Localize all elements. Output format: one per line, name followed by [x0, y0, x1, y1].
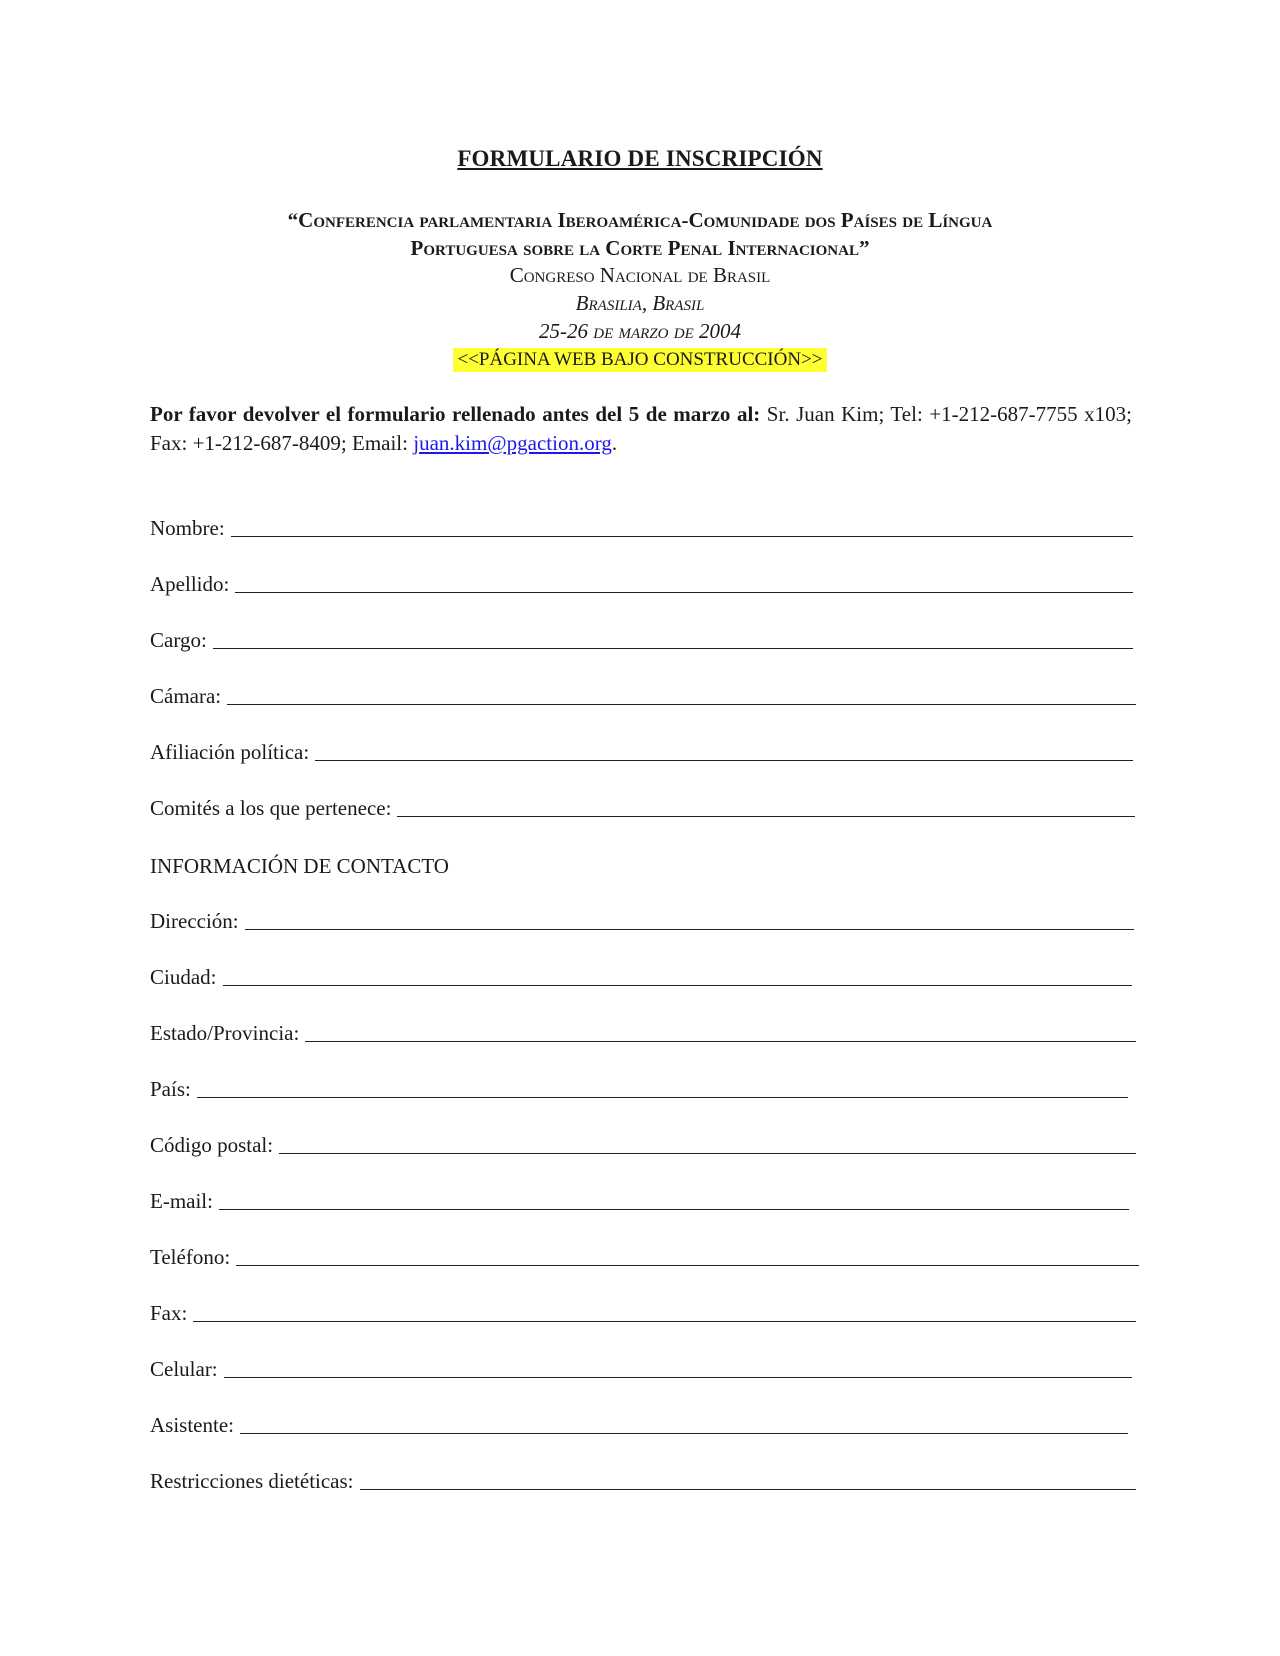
instructions-contact: Sr. Juan Kim; Tel: +1-212-687-7755 x103; Fax: +1-212-687-8409; Email:	[150, 402, 1132, 455]
nombre-input-line[interactable]	[231, 516, 1133, 537]
venue: Congreso Nacional de Brasil	[509, 263, 771, 287]
field-fax	[150, 1295, 1136, 1325]
conference-name	[150, 206, 1130, 262]
field-label: Fax:	[150, 1301, 188, 1325]
afiliacion-politica-input-line[interactable]	[315, 740, 1133, 761]
estado-provincia-input-line[interactable]	[305, 1021, 1136, 1042]
field-label: Celular:	[150, 1357, 218, 1381]
restricciones-dieteticas-input-line[interactable]	[360, 1469, 1136, 1490]
field-pais	[150, 1071, 1128, 1101]
codigo-postal-input-line[interactable]	[279, 1133, 1136, 1154]
field-cargo	[150, 622, 1133, 652]
contact-email-link[interactable]: juan.kim@pgaction.org	[413, 431, 612, 455]
field-label: Asistente:	[150, 1413, 234, 1437]
field-codigo-postal	[150, 1127, 1136, 1157]
field-restricciones-dieteticas	[150, 1463, 1136, 1493]
field-comites	[150, 790, 1135, 820]
field-label: Nombre:	[150, 516, 225, 540]
field-label: País:	[150, 1077, 191, 1101]
camara-input-line[interactable]	[227, 684, 1136, 705]
apellido-input-line[interactable]	[235, 572, 1133, 593]
event-dates: 25-26 de marzo de 2004	[539, 319, 741, 343]
form-title: FORMULARIO DE INSCRIPCIÓN	[457, 146, 823, 171]
ciudad-input-line[interactable]	[223, 965, 1133, 986]
conference-name-line1: “Conferencia parlamentaria Iberoamérica-Comunidade dos Países de Língua	[287, 208, 993, 232]
email-input-line[interactable]	[219, 1189, 1129, 1210]
field-label: Cargo:	[150, 628, 207, 652]
field-celular	[150, 1351, 1132, 1381]
instructions-deadline: Por favor devolver el formulario rellenado antes del 5 de marzo al:	[150, 402, 761, 426]
field-apellido	[150, 566, 1133, 596]
field-telefono	[150, 1239, 1139, 1269]
field-label: Dirección:	[150, 909, 239, 933]
cargo-input-line[interactable]	[213, 628, 1133, 649]
field-direccion	[150, 903, 1134, 933]
field-label: Código postal:	[150, 1133, 274, 1157]
instructions-end: .	[611, 431, 618, 455]
field-label: Teléfono:	[150, 1245, 231, 1269]
comites-input-line[interactable]	[397, 796, 1135, 817]
field-label: Apellido:	[150, 572, 230, 596]
field-email	[150, 1183, 1129, 1213]
field-label: E-mail:	[150, 1189, 213, 1213]
web-notice-wrap	[0, 348, 1280, 372]
contact-section-heading: INFORMACIÓN DE CONTACTO	[150, 854, 449, 878]
field-label: Cámara:	[150, 684, 222, 708]
field-afiliacion-politica	[150, 734, 1133, 764]
celular-input-line[interactable]	[224, 1357, 1132, 1378]
field-camara	[150, 678, 1136, 708]
pais-input-line[interactable]	[197, 1077, 1128, 1098]
direccion-input-line[interactable]	[245, 909, 1134, 930]
asistente-input-line[interactable]	[240, 1413, 1128, 1434]
fax-input-line[interactable]	[193, 1301, 1136, 1322]
field-estado-provincia	[150, 1015, 1136, 1045]
field-ciudad	[150, 959, 1132, 989]
field-label: Estado/Provincia:	[150, 1021, 300, 1045]
telefono-input-line[interactable]	[236, 1245, 1139, 1266]
conference-name-line2: Portuguesa sobre la Corte Penal Internacional”	[410, 236, 870, 260]
field-label: Restricciones dietéticas:	[150, 1469, 354, 1493]
web-notice-highlight: <<PÁGINA WEB BAJO CONSTRUCCIÓN>>	[453, 348, 826, 372]
field-label: Comités a los que pertenece:	[150, 796, 392, 820]
field-nombre	[150, 510, 1133, 540]
field-label: Afiliación política:	[150, 740, 310, 764]
city: Brasilia, Brasil	[575, 291, 705, 315]
field-label: Ciudad:	[150, 965, 217, 989]
return-instructions	[150, 400, 1132, 458]
field-asistente	[150, 1407, 1128, 1437]
